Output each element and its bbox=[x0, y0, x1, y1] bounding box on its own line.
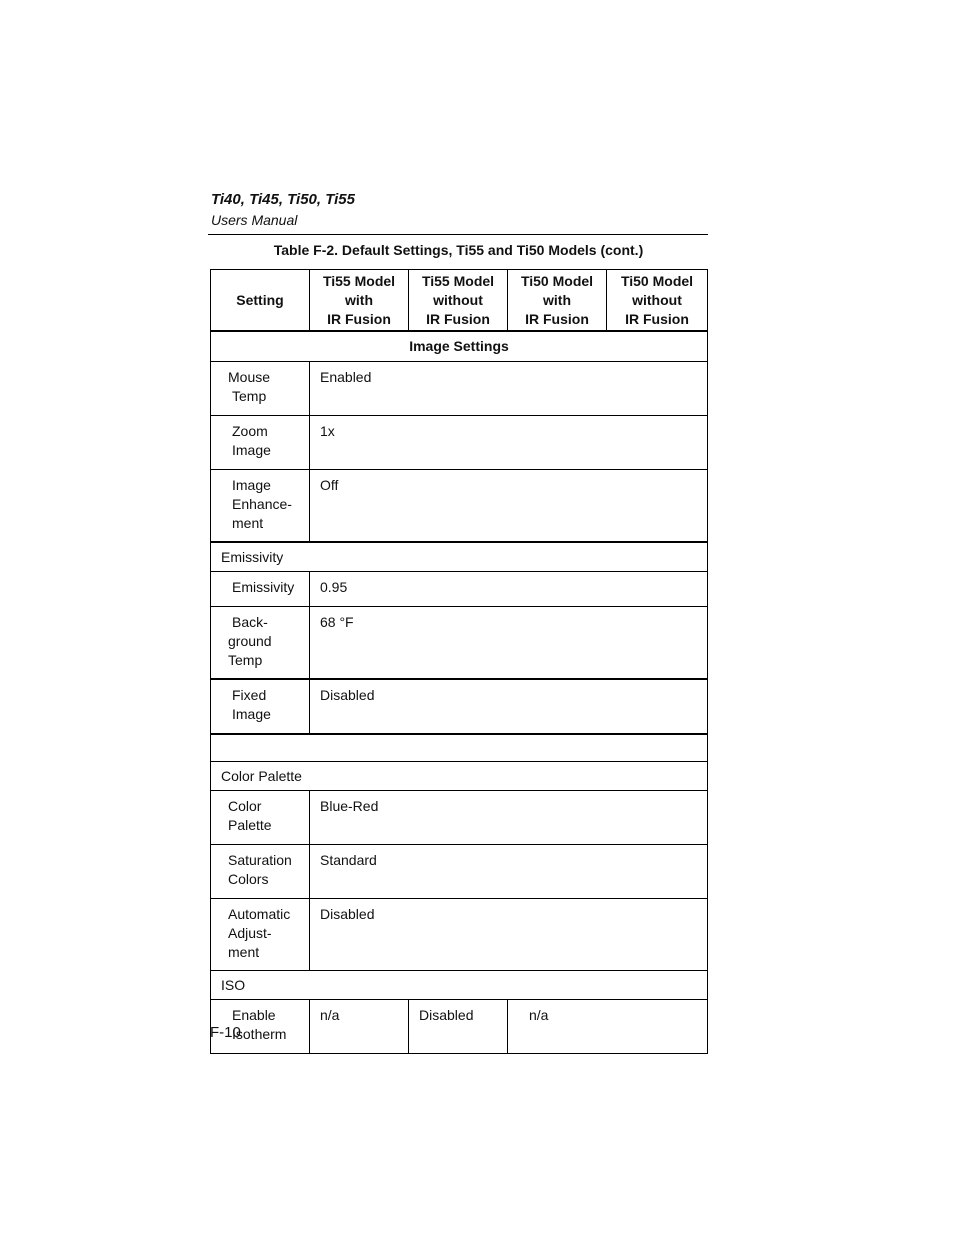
document-title: Ti40, Ti45, Ti50, Ti55 bbox=[211, 191, 355, 208]
table-row-zoom-image bbox=[211, 416, 708, 470]
page-number: F-10 bbox=[210, 1024, 241, 1041]
group-label: Emissivity bbox=[211, 542, 708, 572]
setting-value: 68 °F bbox=[310, 607, 708, 680]
col-header-ti55-without-fusion: Ti55 Model without IR Fusion bbox=[409, 270, 508, 332]
section-row-image-settings bbox=[211, 331, 708, 362]
table-header-row bbox=[211, 270, 708, 332]
table-row-fixed-image bbox=[211, 679, 708, 734]
setting-value: 1x bbox=[310, 416, 708, 470]
setting-value: Off bbox=[310, 470, 708, 543]
setting-name: Color Palette bbox=[211, 791, 310, 845]
setting-name: Back- ground Temp bbox=[211, 607, 310, 680]
table-row-color-palette bbox=[211, 791, 708, 845]
setting-name: Fixed Image bbox=[211, 679, 310, 734]
setting-value-ti55-with-fusion: n/a bbox=[310, 1000, 409, 1054]
setting-name: Emissivity bbox=[211, 572, 310, 607]
table-row-automatic-adjustment bbox=[211, 899, 708, 971]
group-row-color-palette bbox=[211, 762, 708, 791]
blank-row bbox=[211, 734, 708, 762]
table-row-enable-isotherm bbox=[211, 1000, 708, 1054]
setting-name: Zoom Image bbox=[211, 416, 310, 470]
default-settings-table bbox=[210, 269, 708, 1054]
col-header-ti50-without-fusion: Ti50 Model without IR Fusion bbox=[607, 270, 708, 332]
group-label: Color Palette bbox=[211, 762, 708, 791]
setting-name: Saturation Colors bbox=[211, 845, 310, 899]
setting-value: Standard bbox=[310, 845, 708, 899]
setting-value: Disabled bbox=[310, 899, 708, 971]
setting-value: Enabled bbox=[310, 362, 708, 416]
setting-value: Blue-Red bbox=[310, 791, 708, 845]
setting-value-ti50: n/a bbox=[508, 1000, 708, 1054]
table-row-background-temp bbox=[211, 607, 708, 680]
setting-value-ti55-without-fusion: Disabled bbox=[409, 1000, 508, 1054]
setting-name: Automatic Adjust- ment bbox=[211, 899, 310, 971]
group-row-emissivity bbox=[211, 542, 708, 572]
table-row-mouse-temp bbox=[211, 362, 708, 416]
setting-name: Enable Isotherm bbox=[211, 1000, 310, 1054]
setting-name: Image Enhance- ment bbox=[211, 470, 310, 543]
setting-name: Mouse Temp bbox=[211, 362, 310, 416]
table-row-emissivity bbox=[211, 572, 708, 607]
col-header-setting: Setting bbox=[211, 270, 310, 332]
setting-value: Disabled bbox=[310, 679, 708, 734]
table-row-saturation-colors bbox=[211, 845, 708, 899]
col-header-ti50-with-fusion: Ti50 Model with IR Fusion bbox=[508, 270, 607, 332]
header-rule bbox=[208, 234, 708, 235]
table-caption: Table F-2. Default Settings, Ti55 and Ti50 Models (cont.) bbox=[273, 242, 644, 258]
col-header-ti55-with-fusion: Ti55 Model with IR Fusion bbox=[310, 270, 409, 332]
document-subtitle: Users Manual bbox=[211, 212, 298, 228]
table-row-image-enhancement bbox=[211, 470, 708, 543]
section-label: Image Settings bbox=[211, 331, 708, 362]
setting-value: 0.95 bbox=[310, 572, 708, 607]
group-label: ISO bbox=[211, 971, 708, 1000]
group-row-iso bbox=[211, 971, 708, 1000]
